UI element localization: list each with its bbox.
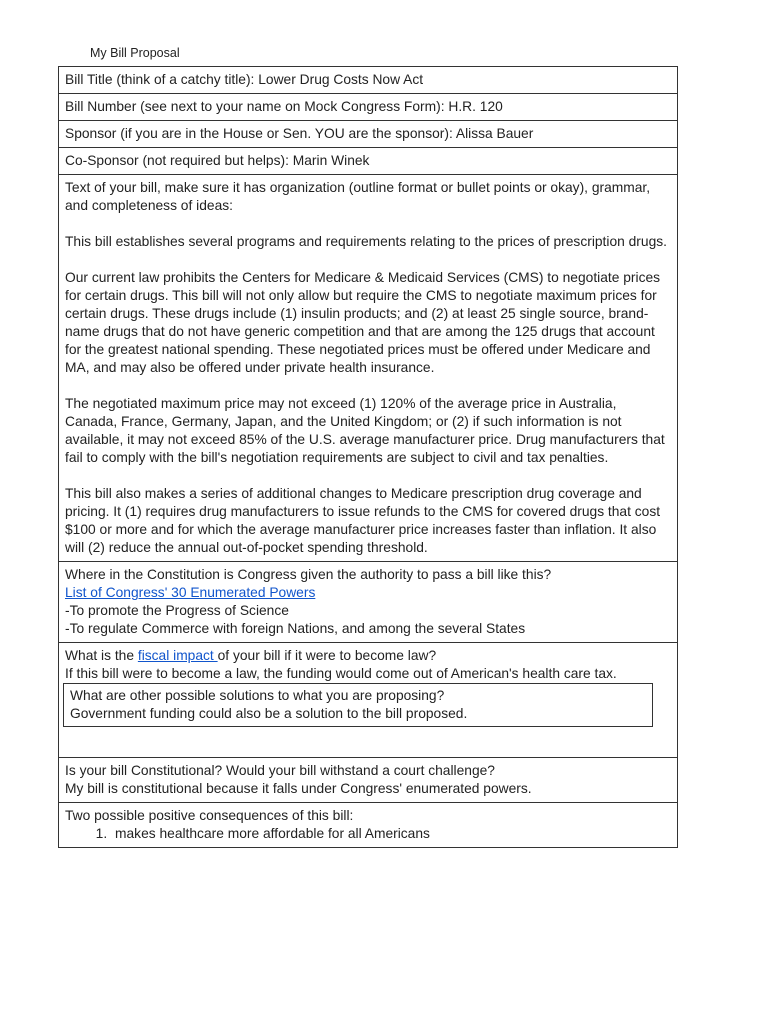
authority-item: -To regulate Commerce with foreign Nations, and among the several States <box>65 621 526 636</box>
bill-title-row: Bill Title (think of a catchy title): Lower Drug Costs Now Act <box>58 66 678 93</box>
bill-text-paragraph: The negotiated maximum price may not exceed (1) 120% of the average price in Australia, Canada, France, Germany, Japan, and the United Kingdom; or (2) if such information is not available, it may not exceed 85% of the U.S. average manufacturer price. Drug manufacturers that fail to comply with the bill's negotiation requirements are subject to civil and tax penalties. <box>65 396 665 465</box>
solutions-box <box>63 683 653 727</box>
enumerated-powers-link[interactable]: List of Congress' 30 Enumerated Powers <box>65 585 316 600</box>
constitutional-answer: My bill is constitutional because it falls under Congress' enumerated powers. <box>65 781 532 796</box>
bill-text-paragraph: This bill establishes several programs and requirements relating to the prices of prescription drugs. <box>65 234 667 249</box>
bill-number-row: Bill Number (see next to your name on Mock Congress Form): H.R. 120 <box>58 93 678 120</box>
solutions-answer: Government funding could also be a solution to the bill proposed. <box>70 706 468 721</box>
bill-proposal-form <box>58 66 678 848</box>
authority-question: Where in the Constitution is Congress given the authority to pass a bill like this? <box>65 567 552 582</box>
consequences-list <box>65 825 671 843</box>
bill-text-paragraph: Our current law prohibits the Centers for Medicare & Medicaid Services (CMS) to negotiate prices for certain drugs. This bill will not only allow but require the CMS to negotiate maximum prices for certain drugs. These drugs include (1) insulin products; and (2) at least 25 single source, brand-name drugs that do not have generic competition and that are among the 125 drugs that account for the greatest national spending. These negotiated prices must be offered under Medicare and MA, and may also be offered under private health insurance. <box>65 270 661 375</box>
document-title: My Bill Proposal <box>90 46 180 60</box>
fiscal-answer: If this bill were to become a law, the funding would come out of American's health care tax. <box>65 666 617 681</box>
constitutional-section <box>58 757 678 802</box>
constitution-authority-section <box>58 561 678 642</box>
bill-text-section <box>58 174 678 561</box>
list-item: 1. makes healthcare more affordable for all Americans <box>111 825 671 843</box>
consequences-question: Two possible positive consequences of this bill: <box>65 808 354 823</box>
consequences-section <box>58 802 678 848</box>
authority-item: -To promote the Progress of Science <box>65 603 289 618</box>
bill-text-paragraph: This bill also makes a series of additional changes to Medicare prescription drug coverage and pricing. It (1) requires drug manufacturers to issue refunds to the CMS for covered drugs that cost $100 or more and for which the average manufacturer price increases faster than inflation. It also will (2) reduce the annual out-of-pocket spending threshold. <box>65 486 661 555</box>
fiscal-question: What is the fiscal impact of your bill if it were to become law? <box>65 648 437 663</box>
fiscal-impact-link[interactable]: fiscal impact <box>137 648 218 663</box>
fiscal-impact-section <box>58 642 678 757</box>
solutions-question: What are other possible solutions to what you are proposing? <box>70 688 445 703</box>
constitutional-question: Is your bill Constitutional? Would your bill withstand a court challenge? <box>65 763 495 778</box>
bill-text-prompt: Text of your bill, make sure it has organization (outline format or bullet points or okay), grammar, and completeness of ideas: <box>65 180 651 213</box>
co-sponsor-row: Co-Sponsor (not required but helps): Marin Winek <box>58 147 678 174</box>
sponsor-row: Sponsor (if you are in the House or Sen. YOU are the sponsor): Alissa Bauer <box>58 120 678 147</box>
